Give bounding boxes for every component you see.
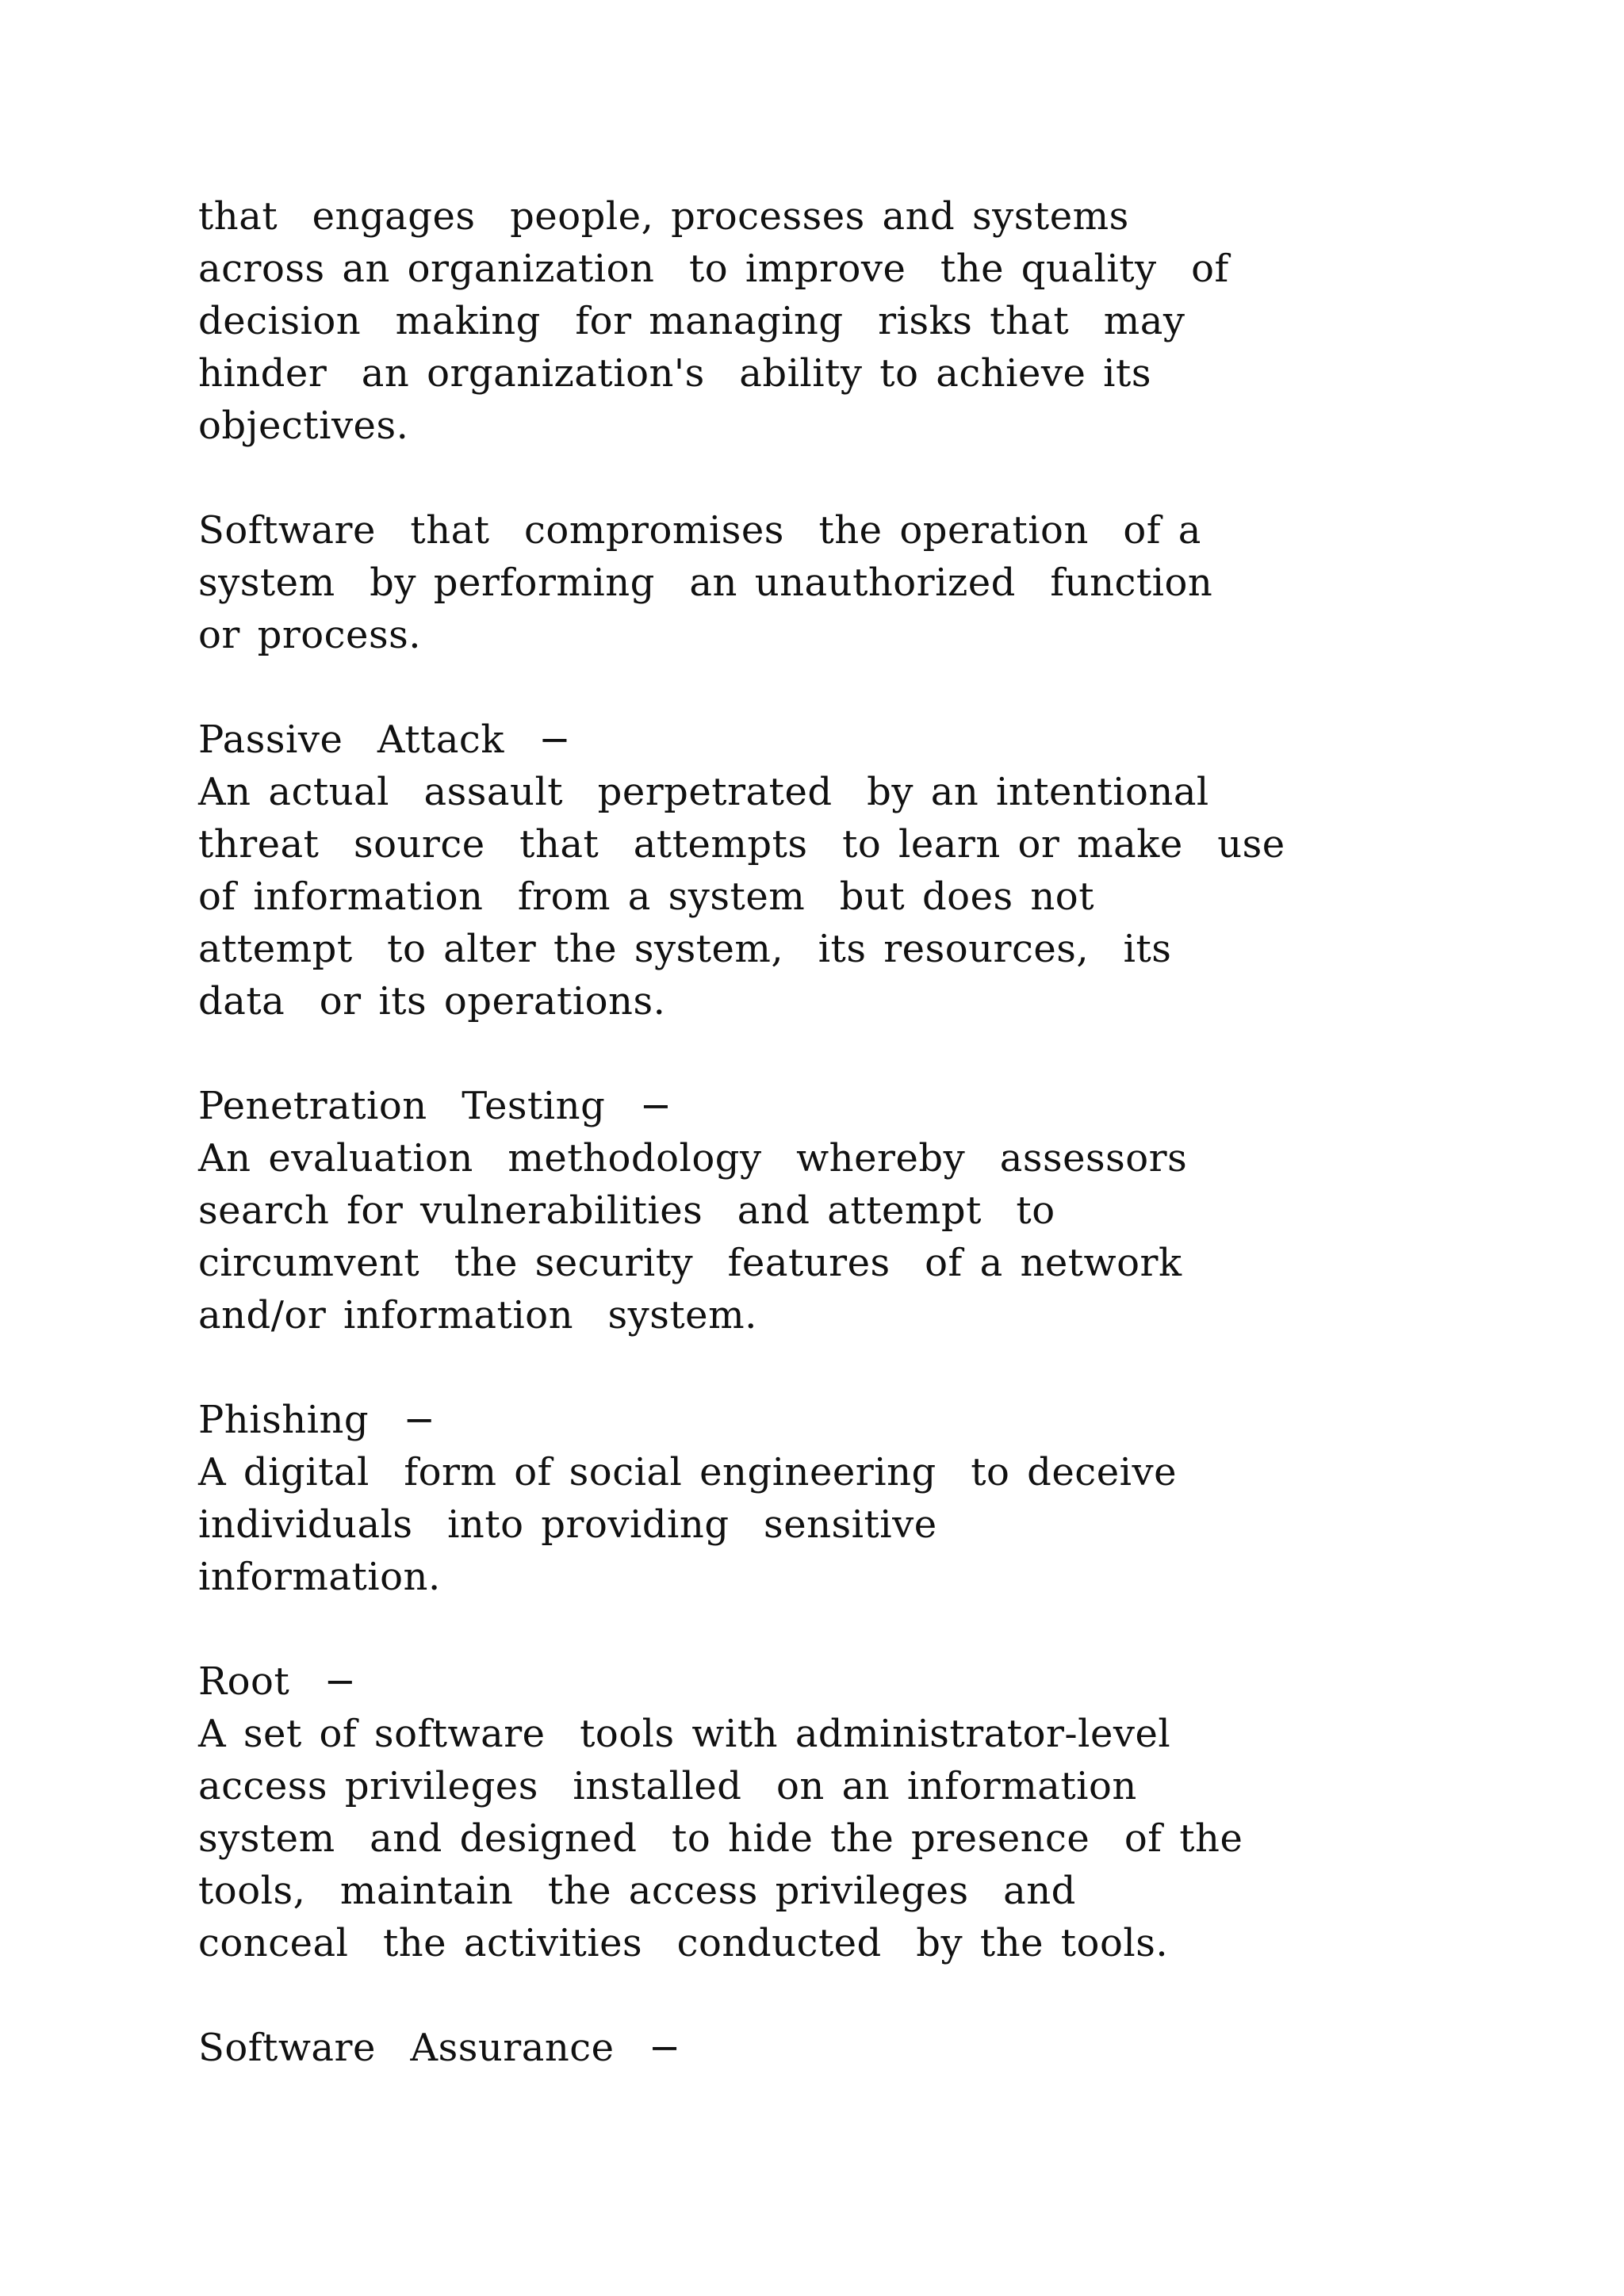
body-line: Software that compromises the operation of a	[198, 508, 1201, 553]
body-line: circumvent the security features of a network	[198, 1241, 1182, 1285]
body-line: A set of software tools with administrator-level	[198, 1712, 1171, 1756]
term-heading: Software Assurance −	[198, 2026, 681, 2070]
term-heading: Phishing −	[198, 1398, 436, 1442]
body-line: of information from a system but does not	[198, 874, 1094, 919]
body-line: A digital form of social engineering to deceive	[198, 1450, 1177, 1494]
body-line: hinder an organization's ability to achieve its	[198, 351, 1151, 396]
body-line: threat source that attempts to learn or make use	[198, 822, 1285, 867]
body-line: objectives.	[198, 404, 409, 448]
document-body	[198, 190, 1388, 2074]
paragraph-gap	[198, 452, 1388, 504]
body-line: conceal the activities conducted by the tools.	[198, 1921, 1169, 1965]
body-line: tools, maintain the access privileges and	[198, 1869, 1076, 1913]
body-line: data or its operations.	[198, 979, 666, 1024]
term-heading: Penetration Testing −	[198, 1084, 672, 1128]
body-line: access privileges installed on an information	[198, 1764, 1137, 1808]
paragraph-gap	[198, 1603, 1388, 1655]
body-line: or process.	[198, 613, 421, 657]
body-line: information.	[198, 1555, 441, 1599]
term-heading: Passive Attack −	[198, 718, 572, 762]
paragraph-gap	[198, 661, 1388, 714]
body-line: search for vulnerabilities and attempt to	[198, 1188, 1055, 1233]
body-line: individuals into providing sensitive	[198, 1502, 937, 1547]
body-line: and/or information system.	[198, 1293, 757, 1337]
body-line: system and designed to hide the presence of the	[198, 1816, 1243, 1861]
body-line: system by performing an unauthorized function	[198, 561, 1213, 605]
term-heading: Root −	[198, 1659, 357, 1704]
paragraph-gap	[198, 1969, 1388, 2022]
paragraph-gap	[198, 1341, 1388, 1394]
paragraph-gap	[198, 1027, 1388, 1080]
body-line: that engages people, processes and systems	[198, 194, 1129, 239]
body-line: across an organization to improve the quality of	[198, 247, 1229, 291]
body-line: An actual assault perpetrated by an intentional	[198, 770, 1209, 814]
body-line: decision making for managing risks that may	[198, 299, 1185, 343]
body-line: An evaluation methodology whereby assessors	[198, 1136, 1188, 1181]
body-line: attempt to alter the system, its resources, its	[198, 927, 1172, 971]
